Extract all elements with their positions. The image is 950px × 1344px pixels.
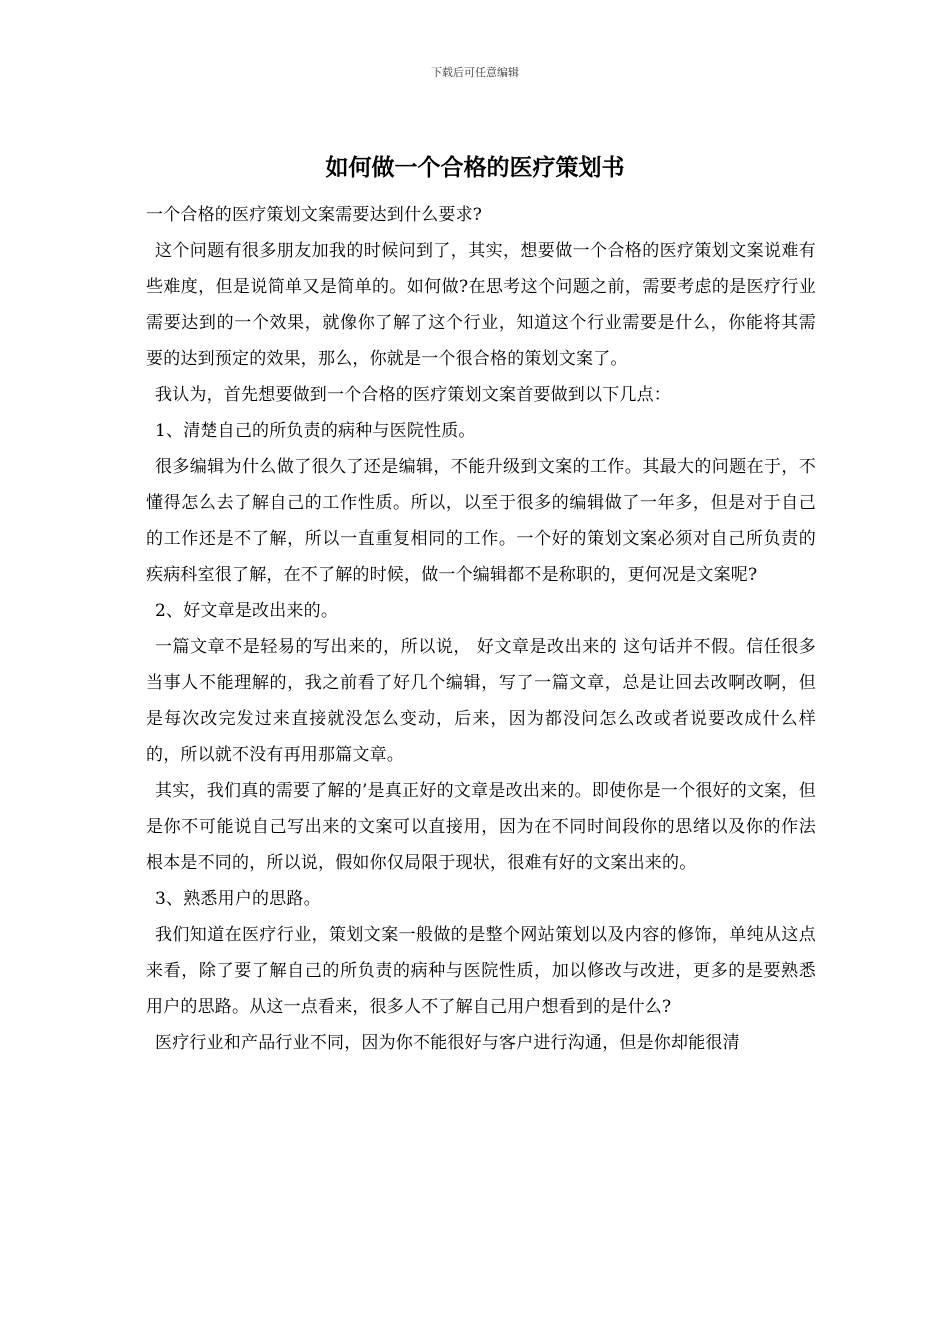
header-note: 下载后可任意编辑 [431, 66, 519, 79]
section-heading-2: 2、好文章是改出来的。 [155, 601, 339, 621]
paragraph-section-2a: 一篇文章不是轻易的写出来的，所以说， 好文章是改出来的 这句话并不假。信任很多当事人不能理解的，我之前看了好几个编辑，写了一篇文章，总是让回去改啊改啊，但是每次改完发过来直接就没怎么变动，后来，因为都没问怎么改或者说要改成什么样的，所以就不没有再用那篇文章。 [146, 637, 816, 765]
paragraph-question: 一个合格的医疗策划文案需要达到什么要求? [146, 205, 483, 225]
document-body [146, 197, 816, 1061]
paragraph-section-1: 很多编辑为什么做了很久了还是编辑，不能升级到文案的工作。其最大的问题在于，不懂得怎么去了解自己的工作性质。所以，以至于很多的编辑做了一年多，但是对于自己的工作还是不了解，所以一直重复相同的工作。一个好的策划文案必须对自己所负责的疾病科室很了解，在不了解的时候，做一个编辑都不是称职的，更何况是文案呢? [146, 457, 816, 585]
paragraph-opinion: 我认为，首先想要做到一个合格的医疗策划文案首要做到以下几点： [155, 385, 671, 405]
paragraph-section-3b: 医疗行业和产品行业不同，因为你不能很好与客户进行沟通，但是你却能很清 [155, 1033, 740, 1053]
section-heading-3: 3、熟悉用户的思路。 [155, 889, 321, 909]
paragraph-intro: 这个问题有很多朋友加我的时候问到了，其实，想要做一个合格的医疗策划文案说难有些难度，但是说简单又是简单的。如何做?在思考这个问题之前，需要考虑的是医疗行业需要达到的一个效果，就像你了解了这个行业，知道这个行业需要是什么，你能将其需要的达到预定的效果，那么，你就是一个很合格的策划文案了。 [146, 241, 816, 369]
paragraph-section-3a: 我们知道在医疗行业，策划文案一般做的是整个网站策划以及内容的修饰，单纯从这点来看，除了要了解自己的所负责的病种与医院性质，加以修改与改进，更多的是要熟悉用户的思路。从这一点看来，很多人不了解自己用户想看到的是什么? [146, 925, 816, 1017]
paragraph-section-2b: 其实，我们真的需要了解的’是真正好的文章是改出来的。即使你是一个很好的文案，但是你不可能说自己写出来的文案可以直接用，因为在不同时间段你的思绪以及你的作法根本是不同的，所以说，假如你仅局限于现状，很难有好的文案出来的。 [146, 781, 816, 873]
document-title: 如何做一个合格的医疗策划书 [325, 154, 625, 181]
section-heading-1: 1、清楚自己的所负责的病种与医院性质。 [155, 421, 476, 441]
